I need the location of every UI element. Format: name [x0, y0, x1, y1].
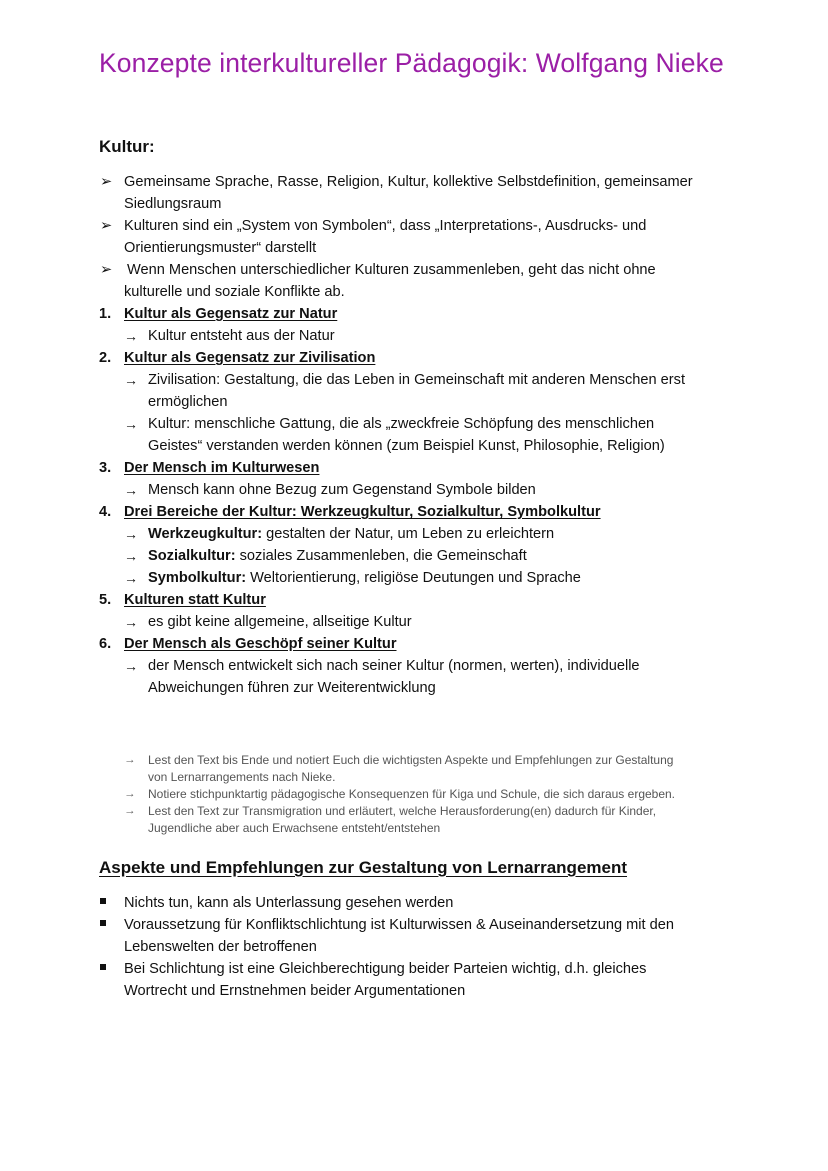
- term-description: gestalten der Natur, um Leben zu erleichtern: [262, 526, 555, 542]
- section-item-text: [148, 545, 527, 567]
- section-heading-kultur: Kultur:: [99, 137, 155, 156]
- arrow-right-icon: →: [124, 788, 136, 800]
- recommendation-text: Bei Schlichtung ist eine Gleichberechtigung beider Parteien wichtig, d.h. gleiches: [124, 961, 647, 977]
- section-heading-lernarrangement: Aspekte und Empfehlungen zur Gestaltung von Lernarrangement: [99, 858, 628, 877]
- task-text: Lest den Text bis Ende und notiert Euch die wichtigsten Aspekte und Empfehlungen zur Gestaltung: [148, 753, 674, 767]
- bullet-text: Orientierungsmuster“ darstellt: [124, 240, 317, 256]
- recommendation-text: Lebenswelten der betroffenen: [124, 939, 317, 955]
- term-symbolkultur: Symbolkultur:: [148, 570, 247, 586]
- recommendation-text: Nichts tun, kann als Unterlassung gesehen werden: [124, 895, 454, 911]
- bullet-text: Siedlungsraum: [124, 196, 222, 212]
- section-item-text: [148, 567, 581, 589]
- section-item-text: Abweichungen führen zur Weiterentwicklung: [148, 680, 436, 696]
- section-title: Kulturen statt Kultur: [124, 592, 266, 608]
- section-item-text: der Mensch entwickelt sich nach seiner Kultur (normen, werten), individuelle: [148, 658, 640, 674]
- recommendation-text: Voraussetzung für Konfliktschlichtung ist Kulturwissen & Auseinandersetzung mit den: [124, 917, 675, 933]
- square-bullet-icon: [100, 964, 106, 970]
- page-title: Konzepte interkultureller Pädagogik: Wolfgang Nieke: [99, 48, 724, 78]
- bullet-text: Gemeinsame Sprache, Rasse, Religion, Kultur, kollektive Selbstdefinition, gemeinsamer: [124, 174, 693, 190]
- task-text: Jugendliche aber auch Erwachsene entsteht/entstehen: [148, 821, 441, 835]
- arrowhead-bullet-icon: ➢: [100, 174, 113, 190]
- arrow-right-icon: →: [124, 614, 138, 630]
- square-bullet-icon: [100, 898, 106, 904]
- section-title: Drei Bereiche der Kultur: Werkzeugkultur, Sozialkultur, Symbolkultur: [124, 504, 601, 520]
- section-number: 6.: [99, 636, 112, 652]
- section-item-text: ermöglichen: [148, 394, 228, 410]
- section-item-text: Kultur entsteht aus der Natur: [148, 328, 335, 344]
- section-title: Kultur als Gegensatz zur Natur: [124, 306, 338, 322]
- bullet-text: Kulturen sind ein „System von Symbolen“, dass „Interpretations-, Ausdrucks- und: [124, 218, 647, 234]
- recommendation-text: Wortrecht und Ernstnehmen beider Argumentationen: [124, 983, 466, 999]
- arrow-right-icon: →: [124, 416, 138, 432]
- section-item-text: Zivilisation: Gestaltung, die das Leben in Gemeinschaft mit anderen Menschen erst: [148, 372, 686, 388]
- term-description: Weltorientierung, religiöse Deutungen und Sprache: [246, 570, 581, 586]
- section-number: 4.: [99, 504, 112, 520]
- arrowhead-bullet-icon: ➢: [100, 218, 113, 234]
- section-item-text: Kultur: menschliche Gattung, die als „zweckfreie Schöpfung des menschlichen: [148, 416, 655, 432]
- section-number: 5.: [99, 592, 112, 608]
- section-item-text: [148, 523, 554, 545]
- section-number: 2.: [99, 350, 112, 366]
- section-title: Kultur als Gegensatz zur Zivilisation: [124, 350, 376, 366]
- square-bullet-icon: [100, 920, 106, 926]
- section-item-text: es gibt keine allgemeine, allseitige Kultur: [148, 614, 412, 630]
- arrow-right-icon: →: [124, 526, 138, 542]
- arrow-right-icon: →: [124, 805, 136, 817]
- section-item-text: Mensch kann ohne Bezug zum Gegenstand Symbole bilden: [148, 482, 536, 498]
- bullet-text: kulturelle und soziale Konflikte ab.: [124, 284, 345, 300]
- arrow-right-icon: →: [124, 658, 138, 674]
- arrow-right-icon: →: [124, 548, 138, 564]
- arrow-right-icon: →: [124, 754, 136, 766]
- arrow-right-icon: →: [124, 570, 138, 586]
- term-werkzeugkultur: Werkzeugkultur:: [148, 526, 263, 542]
- task-text: Lest den Text zur Transmigration und erläutert, welche Herausforderung(en) dadurch für Kinder,: [148, 804, 657, 818]
- arrow-right-icon: →: [124, 372, 138, 388]
- section-item-text: Geistes“ verstanden werden können (zum Beispiel Kunst, Philosophie, Religion): [148, 438, 665, 454]
- task-text: von Lernarrangements nach Nieke.: [148, 770, 336, 784]
- term-description: soziales Zusammenleben, die Gemeinschaft: [235, 548, 527, 564]
- bullet-text: Wenn Menschen unterschiedlicher Kulturen zusammenleben, geht das nicht ohne: [127, 262, 656, 278]
- task-text: Notiere stichpunktartig pädagogische Konsequenzen für Kiga und Schule, die sich daraus ergeben.: [148, 787, 676, 801]
- section-number: 3.: [99, 460, 112, 476]
- arrow-right-icon: →: [124, 482, 138, 498]
- term-sozialkultur: Sozialkultur:: [148, 548, 236, 564]
- arrow-right-icon: →: [124, 328, 138, 344]
- arrowhead-bullet-icon: ➢: [100, 262, 113, 278]
- section-title: Der Mensch im Kulturwesen: [124, 460, 320, 476]
- section-number: 1.: [99, 306, 112, 322]
- section-title: Der Mensch als Geschöpf seiner Kultur: [124, 636, 397, 652]
